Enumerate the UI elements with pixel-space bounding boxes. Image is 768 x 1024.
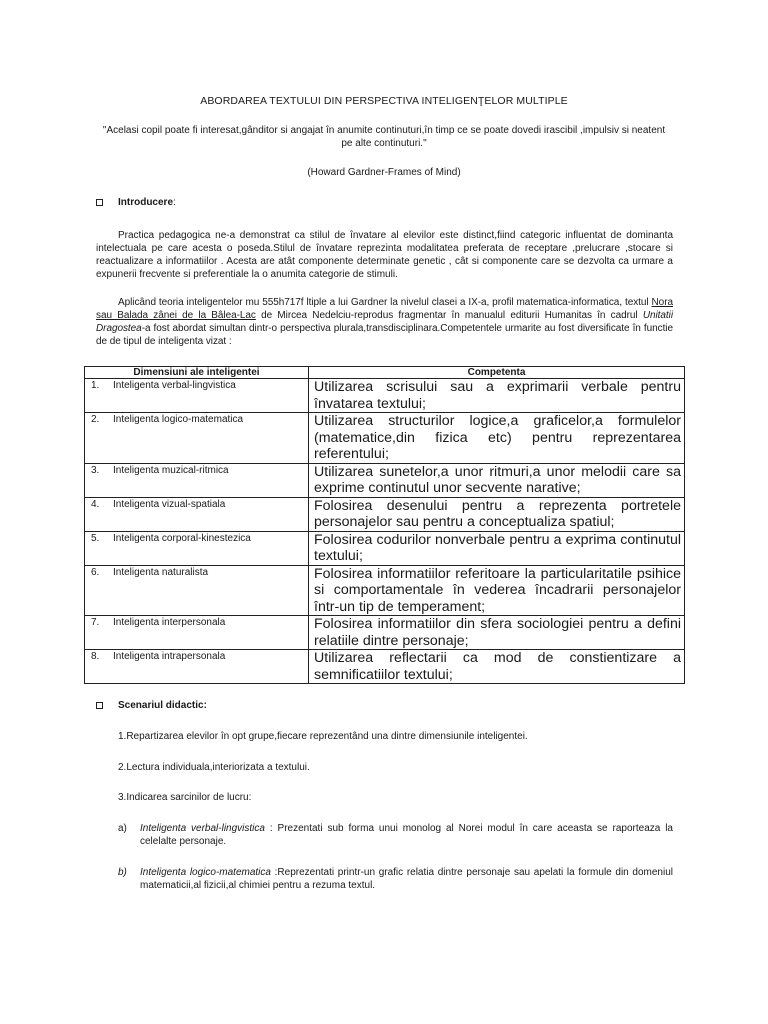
intro-heading xyxy=(96,197,176,208)
document-title: ABORDAREA TEXTULUI DIN PERSPECTIVA INTELIGENŢELOR MULTIPLE xyxy=(200,95,568,107)
competence-cell: Utilizarea reflectarii ca mod de constientizare a semnificatiilor textului; xyxy=(309,650,685,684)
text-title-link: Nora sau Balada zânei de la Bâlea-Lac xyxy=(96,297,673,321)
task-title: Inteligenta verbal-lingvistica xyxy=(140,823,265,834)
method-paragraph xyxy=(96,296,673,348)
row-number: 1. xyxy=(91,380,100,391)
competence-cell: Folosirea informatiilor referitoare la particularitatile psihice si comportamentale în vederea încadrarii personajelor într-un tip de temperament; xyxy=(309,565,685,616)
row-number: 6. xyxy=(91,566,100,578)
intro-heading-label: Introducere xyxy=(118,197,174,208)
dimension-label: Inteligenta logico-matematica xyxy=(113,414,244,425)
table-row xyxy=(85,531,685,565)
competence-cell: Folosirea informatiilor din sfera sociologiei pentru a defini relatiile dintre personaje; xyxy=(309,616,685,650)
table-header-dimension: Dimensiuni ale inteligentei xyxy=(85,367,309,379)
table-row xyxy=(85,463,685,497)
task-label: b) xyxy=(118,867,127,878)
row-number: 4. xyxy=(91,498,100,510)
dimension-label: Inteligenta naturalista xyxy=(113,566,209,578)
competence-table xyxy=(84,366,685,684)
method-paragraph-text-2: de Mircea Nedelciu-reprodus fragmentar în manualul editurii Humanitas în cadrul xyxy=(255,310,643,321)
dimension-label: Inteligenta verbal-lingvistica xyxy=(113,380,236,391)
step-2: 2.Lectura individuala,interiorizata a textului. xyxy=(118,762,310,773)
row-number: 7. xyxy=(91,617,100,628)
dimension-cell xyxy=(85,379,309,413)
task-label: a) xyxy=(118,823,127,834)
unit-name: Unitatii Dragostea xyxy=(96,310,673,334)
task-text xyxy=(140,866,673,892)
task-text xyxy=(140,822,673,848)
intro-paragraph: Practica pedagogica ne-a demonstrat ca stilul de învatare al elevilor este distinct,fiind categoric influentat de dominanta intelectuala pe care acesta o poseda.Stilul de învatare reprezinta modalitatea preferata de receptare ,prelucrare ,stocare si reactualizare a informatiilor . Acesta are atât componente determinate genetic , cât si componente care se dezvolta ca urmare a expunerii frecvente si preferentiale la o anumita categorie de stimuli. xyxy=(96,230,673,280)
scenario-heading xyxy=(96,700,207,711)
competence-cell: Folosirea codurilor nonverbale pentru a exprima continutul textului; xyxy=(309,531,685,565)
dimension-label: Inteligenta muzical-ritmica xyxy=(113,464,229,476)
method-paragraph-text-3: -a fost abordat simultan dintr-o perspectiva plurala,transdisciplinara.Competentele urmarite au fost diversificate în functie de de tipul de inteligenta vizat : xyxy=(96,323,673,347)
task-body: :Reprezentati printr-un grafic relatia dintre personaje sau apelati la formule din domeniul matematicii,al fizicii,al chimiei pentru a rezuma textul. xyxy=(140,867,673,891)
dimension-label: Inteligenta vizual-spatiala xyxy=(113,498,226,510)
table-row xyxy=(85,650,685,684)
dimension-label: Inteligenta interpersonala xyxy=(113,617,226,628)
row-number: 8. xyxy=(91,651,100,662)
task-b xyxy=(118,866,673,892)
task-a xyxy=(118,822,673,848)
table-row xyxy=(85,379,685,413)
dimension-label: Inteligenta intrapersonala xyxy=(113,651,226,662)
dimension-cell xyxy=(85,531,309,565)
intro-heading-colon: : xyxy=(173,197,176,208)
dimension-cell xyxy=(85,650,309,684)
row-number: 5. xyxy=(91,532,100,544)
competence-cell: Utilizarea sunetelor,a unor ritmuri,a unor melodii care sa exprime continutul unor secvente narative; xyxy=(309,463,685,497)
step-3: 3.Indicarea sarcinilor de lucru: xyxy=(118,792,252,803)
competence-cell: Folosirea desenului pentru a reprezenta portretele personajelor sau pentru a conceptualiza spatiul; xyxy=(309,497,685,531)
dimension-cell xyxy=(85,463,309,497)
table-row xyxy=(85,413,685,464)
table-row xyxy=(85,565,685,616)
opening-quote: "Acelasi copil poate fi interesat,gânditor si angajat în anumite continuturi,în timp ce se poate dovedi irascibil ,impulsiv si neatent pe alte continuturi." xyxy=(102,125,666,149)
table-row xyxy=(85,497,685,531)
dimension-cell xyxy=(85,616,309,650)
competence-cell: Utilizarea structurilor logice,a graficelor,a formulelor (matematice,din fizica etc) pentru reprezentarea referentului; xyxy=(309,413,685,464)
table-header-competence: Competenta xyxy=(309,367,685,379)
dimension-cell xyxy=(85,565,309,616)
task-title: Inteligenta logico-matematica xyxy=(140,867,271,878)
row-number: 3. xyxy=(91,464,100,476)
task-body: : Prezentati sub forma unui monolog al Norei modul în care aceasta se raporteaza la celelalte personaje. xyxy=(140,823,673,847)
competence-cell: Utilizarea scrisului sau a exprimarii verbale pentru învatarea textului; xyxy=(309,379,685,413)
step-1: 1.Repartizarea elevilor în opt grupe,fiecare reprezentând una dintre dimensiunile inteligentei. xyxy=(118,731,528,742)
checkbox-bullet-icon xyxy=(96,199,103,206)
dimension-label: Inteligenta corporal-kinestezica xyxy=(113,532,251,544)
method-paragraph-text-1: Aplicând teoria inteligentelor mu 555h717f ltiple a lui Gardner la nivelul clasei a IX-a, profil matematica-informatica, textul xyxy=(118,297,652,308)
table-header-row xyxy=(85,367,685,379)
row-number: 2. xyxy=(91,414,100,425)
checkbox-bullet-icon xyxy=(96,702,103,709)
scenario-heading-label: Scenariul didactic: xyxy=(118,700,207,711)
dimension-cell xyxy=(85,413,309,464)
quote-source: (Howard Gardner-Frames of Mind) xyxy=(307,167,461,178)
dimension-cell xyxy=(85,497,309,531)
table-row xyxy=(85,616,685,650)
